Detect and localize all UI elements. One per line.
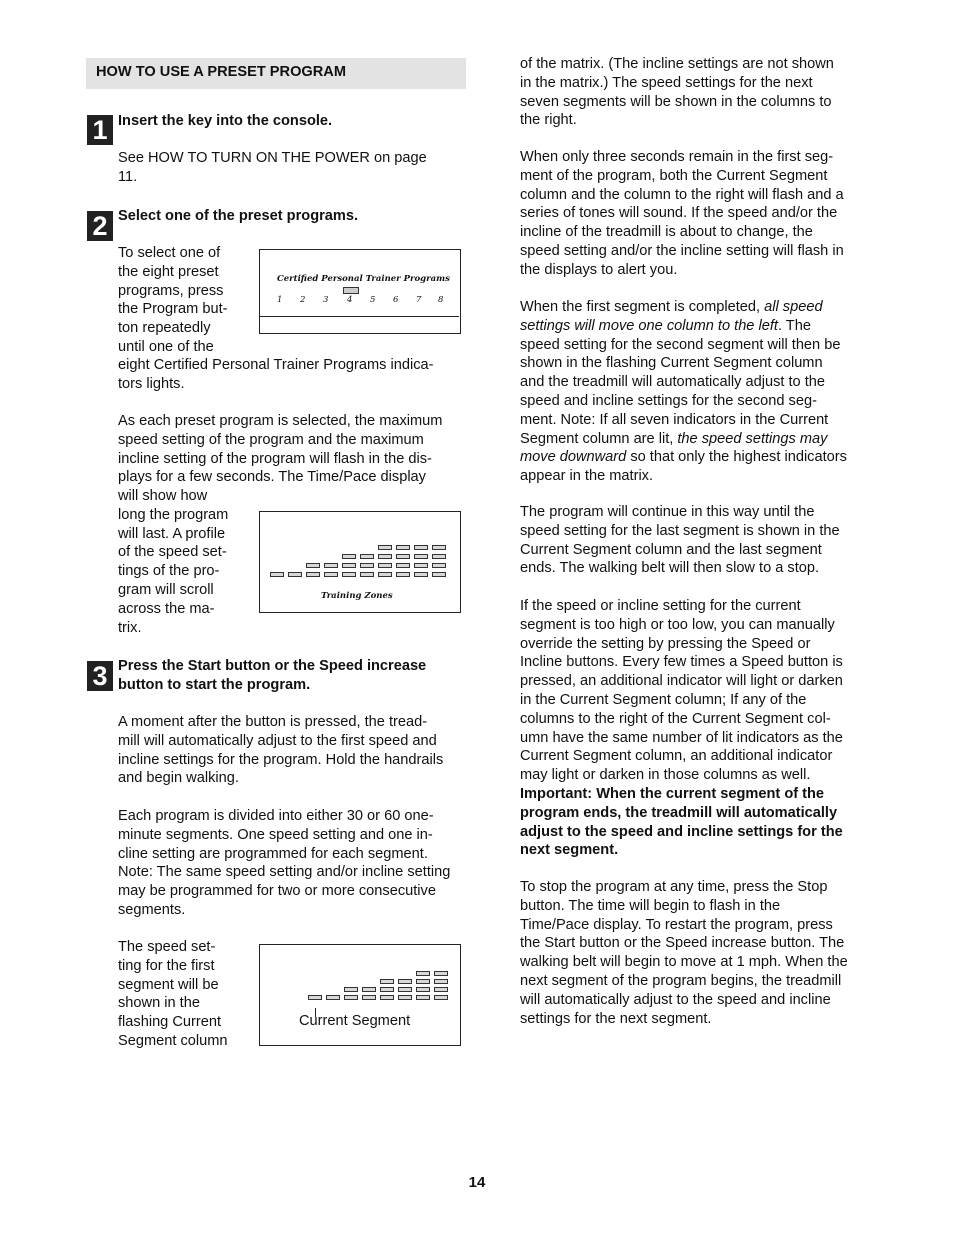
training-zone-cell [378, 554, 392, 559]
right-para-2: When only three seconds remain in the first seg- ment of the program, both the Current Segment column and the column to the right will flash and a series of tones will sound. If the speed and/or the incline of the treadmill is about to change, the speed setting and/or the incline setting will flash in the displays to alert you. [520, 149, 844, 278]
segment-speed-cell [416, 971, 430, 976]
programs-figure-title: Certified Personal Trainer Programs [277, 274, 450, 284]
training-zones-caption: Training Zones [321, 591, 393, 601]
segment-speed-cell [380, 987, 394, 992]
segment-speed-cell [326, 995, 340, 1000]
step-1-heading: Insert the key into the console. [118, 113, 333, 129]
training-zone-cell [306, 572, 320, 577]
step-3-para-c: The speed set- ting for the first segment will be shown in the flashing Current Segment column [118, 939, 228, 1049]
segment-speed-cell [380, 995, 394, 1000]
training-zone-cell [414, 563, 428, 568]
segment-speed-cell [434, 971, 448, 976]
program-number: 7 [416, 295, 422, 305]
segment-speed-cell [434, 995, 448, 1000]
training-zone-cell [324, 563, 338, 568]
training-zone-cell [432, 545, 446, 550]
training-zone-cell [270, 572, 284, 577]
training-zone-cell [288, 572, 302, 577]
segment-speed-cell [434, 979, 448, 984]
segment-speed-cell [344, 995, 358, 1000]
training-zone-cell [414, 572, 428, 577]
segment-speed-cell [416, 995, 430, 1000]
current-segment-figure [259, 944, 461, 1046]
program-number: 4 [347, 295, 353, 305]
segment-speed-cell [398, 995, 412, 1000]
training-zone-cell [342, 572, 356, 577]
training-zone-cell [324, 572, 338, 577]
step-2-para-d: will show how long the program will last. A profile of the speed set- tings of the pro- gram will scroll across the ma- trix. [118, 488, 229, 636]
program-number: 6 [393, 295, 399, 305]
training-zone-cell [378, 572, 392, 577]
program-number: 3 [323, 295, 329, 305]
section-title: HOW TO USE A PRESET PROGRAM [96, 64, 347, 80]
right-para-6: To stop the program at any time, press the Stop button. The time will begin to flash in the Time/Pace display. To restart the program, press the Start button or the Speed increase button. The walking belt will begin to move at 1 mph. When the next segment of the program begins, the treadmill will automatically adjust to the speed and incline settings for the next segment. [520, 879, 848, 1027]
step-3-number: 3 [87, 661, 113, 691]
segment-speed-cell [380, 979, 394, 984]
step-2-para-a: To select one of the eight preset programs, press the Program but- ton repeatedly until one of the [118, 245, 228, 355]
training-zone-cell [396, 563, 410, 568]
training-zone-cell [432, 572, 446, 577]
training-zone-cell [396, 572, 410, 577]
step-1-line-2: 11. [118, 169, 138, 185]
step-3-para-b: Each program is divided into either 30 or 60 one- minute segments. One speed setting and one in- cline setting are programmed for each segment. Note: The same speed setting and/or incline setting may be programmed for two or more consecutive segments. [118, 808, 451, 918]
training-zone-cell [396, 554, 410, 559]
step-2-heading: Select one of the preset programs. [118, 208, 359, 224]
step-2-para-c: As each preset program is selected, the maximum speed setting of the program and the maximum incline setting of the program will flash in the dis- plays for a few seconds. The Time/Pace display [118, 413, 443, 486]
segment-speed-cell [308, 995, 322, 1000]
training-zone-cell [432, 563, 446, 568]
current-segment-caption: Current Segment [299, 1013, 411, 1029]
right-para-4: The program will continue in this way until the speed setting for the last segment is shown in the Current Segment column and the last segment ends. The walking belt will then slow to a stop. [520, 504, 840, 577]
step-1-line-1: See HOW TO TURN ON THE POWER on page [118, 150, 427, 166]
training-zone-cell [396, 545, 410, 550]
training-zones-figure [259, 511, 461, 613]
training-zone-cell [360, 554, 374, 559]
right-para-1: of the matrix. (The incline settings are not shown in the matrix.) The speed settings for the next seven segments will be shown in the columns to the right. [520, 56, 834, 129]
program-number: 1 [277, 295, 283, 305]
step-3-para-a: A moment after the button is pressed, the tread- mill will automatically adjust to the first speed and incline settings for the program. Hold the handrails and begin walking. [118, 714, 444, 787]
segment-speed-cell [398, 987, 412, 992]
program-number: 5 [370, 295, 376, 305]
training-zone-cell [414, 554, 428, 559]
program-number: 2 [300, 295, 306, 305]
segment-speed-cell [434, 987, 448, 992]
training-zone-cell [432, 554, 446, 559]
program-4-indicator [343, 287, 359, 294]
training-zone-cell [414, 545, 428, 550]
training-zone-cell [342, 563, 356, 568]
step-2-number: 2 [87, 211, 113, 241]
page-number: 14 [468, 1174, 486, 1191]
step-3-heading: Press the Start button or the Speed increase button to start the program. [118, 658, 427, 693]
training-zone-cell [306, 563, 320, 568]
step-2-para-b: eight Certified Personal Trainer Programs indica- tors lights. [118, 357, 434, 392]
segment-speed-cell [362, 987, 376, 992]
segment-speed-cell [398, 979, 412, 984]
segment-speed-cell [416, 979, 430, 984]
segment-speed-cell [416, 987, 430, 992]
segment-speed-cell [362, 995, 376, 1000]
training-zone-cell [360, 563, 374, 568]
programs-figure-divider [260, 316, 459, 317]
right-para-3: When the first segment is completed, all speed settings will move one column to the left. The speed setting for the second segment will then be shown in the flashing Current Segment column and the treadmill will automatically adjust to the speed and incline settings for the second seg- ment. Note: If all seven indicators in the Current Segment column are lit, the speed settings may move downward so that only the highest indicators appear in the matrix. [520, 299, 847, 485]
training-zone-cell [378, 563, 392, 568]
programs-figure [259, 249, 461, 334]
training-zone-cell [360, 572, 374, 577]
program-number: 8 [438, 295, 444, 305]
training-zone-cell [378, 545, 392, 550]
step-1-number: 1 [87, 115, 113, 145]
segment-speed-cell [344, 987, 358, 992]
right-para-5: If the speed or incline setting for the current segment is too high or too low, you can manually override the setting by pressing the Speed or Incline buttons. Every few times a Speed button is pressed, an additional indicator will light or darken in the Current Segment column; If any of the columns to the right of the Current Segment col- umn have the same number of lit indicators as the Current Segment column, an additional indicator may light or darken in those columns as well. Important: When the current segment of the program ends, the treadmill will automatically adjust to the speed and incline settings for the next segment. [520, 598, 843, 859]
training-zone-cell [342, 554, 356, 559]
